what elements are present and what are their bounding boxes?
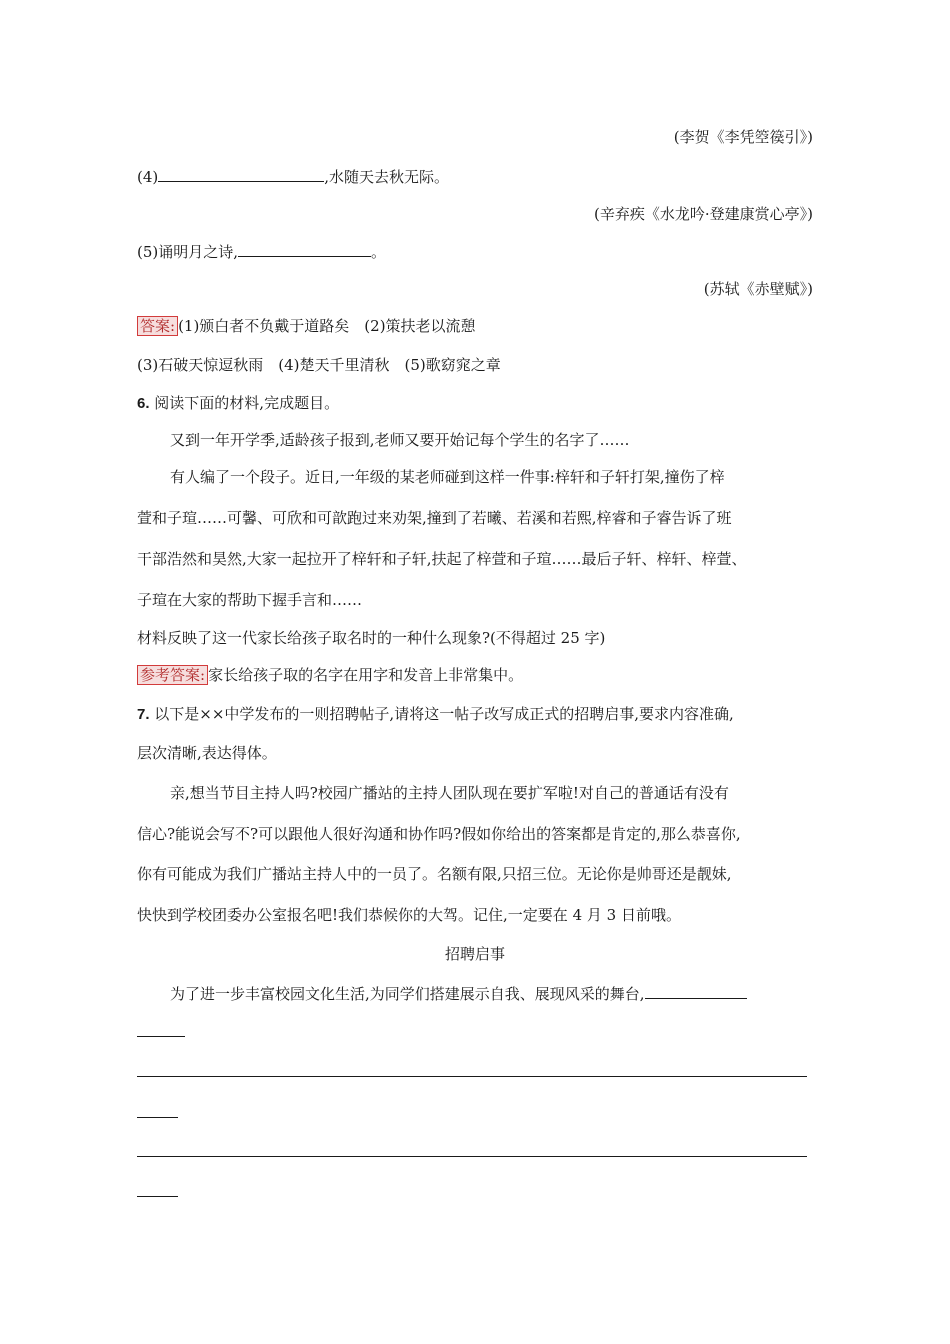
answer-line-full-1[interactable] <box>137 1076 807 1077</box>
q7-number: 7. <box>137 706 150 723</box>
answer-line-short-3[interactable] <box>137 1196 178 1197</box>
q6-paragraph-2-line-3: 干部浩然和昊然,大家一起拉开了梓轩和子轩,扶起了梓萱和子瑄……最后子轩、梓轩、梓萱、 <box>137 550 747 568</box>
answer-line-1 <box>137 316 476 336</box>
q7-post-line-1: 亲,想当节目主持人吗?校园广播站的主持人团队现在要扩军啦!对自己的普通话有没有 <box>170 784 729 802</box>
q7-post-line-2: 信心?能说会写不?可以跟他人很好沟通和协作吗?假如你给出的答案都是肯定的,那么恭喜你, <box>137 825 741 843</box>
q6-paragraph-1: 又到一年开学季,适龄孩子报到,老师又要开始记每个学生的名字了…… <box>170 431 630 449</box>
q7-post-line-4: 快快到学校团委办公室报名吧!我们恭候你的大驾。记住,一定要在 4 月 3 日前哦。 <box>137 906 681 924</box>
q6-paragraph-2-line-2: 萱和子瑄……可馨、可欣和可歆跑过来劝架,撞到了若曦、若溪和若熙,梓睿和子睿告诉了班 <box>137 509 732 527</box>
answer-line-short-2[interactable] <box>137 1117 178 1118</box>
q7-post-line-3: 你有可能成为我们广播站主持人中的一员了。名额有限,只招三位。无论你是帅哥还是靓妹, <box>137 865 732 883</box>
question-4 <box>137 167 449 187</box>
reference-answer-text: 家长给孩子取的名字在用字和发音上非常集中。 <box>208 666 524 684</box>
question-7-line-2: 层次清晰,表达得体。 <box>137 744 277 762</box>
q6-question: 材料反映了这一代家长给孩子取名时的一种什么现象?(不得超过 25 字) <box>137 629 606 647</box>
notice-blank-1[interactable] <box>645 984 747 999</box>
answer-line-full-2[interactable] <box>137 1156 807 1157</box>
question-7-line-1 <box>137 704 734 725</box>
q6-reference-answer <box>137 665 523 685</box>
q7-text-1: 以下是××中学发布的一则招聘帖子,请将这一帖子改写成正式的招聘启事,要求内容准确, <box>154 705 734 723</box>
answer-text-1: (1)颁白者不负戴于道路矣 (2)策扶老以流憩 <box>178 317 476 335</box>
question-5 <box>137 242 386 262</box>
q6-title: 阅读下面的材料,完成题目。 <box>154 394 340 412</box>
notice-start-text: 为了进一步丰富校园文化生活,为同学们搭建展示自我、展现风采的舞台, <box>170 985 645 1003</box>
question-6-heading <box>137 393 339 414</box>
source-xin-qiji: (辛弃疾《水龙吟·登建康赏心亭》) <box>594 205 813 223</box>
answer-line-short-1[interactable] <box>137 1036 185 1037</box>
q6-paragraph-2-line-1: 有人编了一个段子。近日,一年级的某老师碰到这样一件事:梓轩和子轩打架,撞伤了梓 <box>170 468 725 486</box>
q5-suffix: 。 <box>371 243 387 261</box>
q5-prefix: (5)诵明月之诗, <box>137 243 239 261</box>
notice-title: 招聘启事 <box>444 945 505 963</box>
source-su-shi: (苏轼《赤壁赋》) <box>703 280 813 298</box>
answer-line-2: (3)石破天惊逗秋雨 (4)楚天千里清秋 (5)歌窈窕之章 <box>137 356 501 374</box>
q4-suffix: ,水随天去秋无际。 <box>324 168 450 186</box>
q5-blank[interactable] <box>238 242 371 257</box>
notice-start-line <box>170 984 747 1004</box>
q4-blank[interactable] <box>158 167 324 182</box>
q4-prefix: (4) <box>137 168 159 186</box>
q6-number: 6. <box>137 395 150 412</box>
reference-answer-label: 参考答案: <box>137 665 208 685</box>
answer-label: 答案: <box>137 316 178 336</box>
q6-paragraph-2-line-4: 子瑄在大家的帮助下握手言和…… <box>137 591 363 609</box>
source-li-he: (李贺《李凭箜篌引》) <box>673 128 813 146</box>
